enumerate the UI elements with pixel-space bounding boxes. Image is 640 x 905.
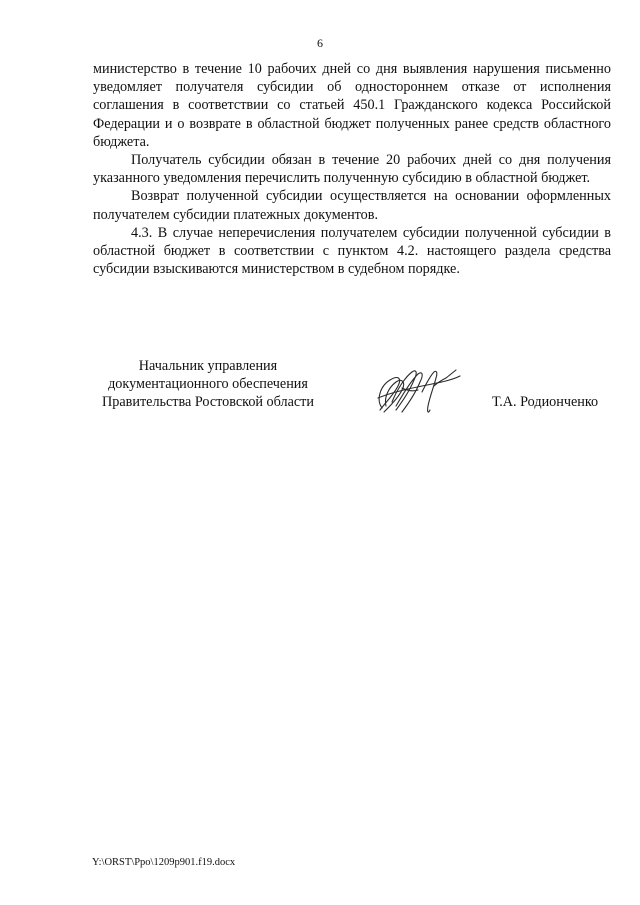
signatory-title (88, 357, 328, 412)
signer-name: Т.А. Родионченко (492, 394, 599, 410)
document-body (93, 60, 611, 278)
paragraph-clause-4-3: 4.3. В случае неперечисления получателем субсидии полученной субсидии в областной бюджет в соответствии с пунктом 4.2. настоящего раздела средства субсидии взыскиваются министерством в судебном порядке. (93, 224, 611, 278)
page-number: 6 (317, 36, 323, 50)
signatory-title-line: документационного обеспечения (108, 376, 308, 393)
signatory-title-line: Правительства Ростовской области (102, 394, 314, 411)
paragraph-notification: министерство в течение 10 рабочих дней со дня выявления нарушения письменно уведомляет получателя субсидии об одностороннем отказе от исполнения соглашения в соответствии со статьей 450.1 Гражданского кодекса Российской Федерации и о возврате в областной бюджет полученных ранее средств областного бюджета. (93, 61, 611, 150)
paragraph-refund-basis: Возврат полученной субсидии осуществляется на основании оформленных получателем субсидии платежных документов. (93, 188, 611, 223)
handwritten-signature (372, 362, 464, 418)
signatory-title-line: Начальник управления (138, 358, 278, 374)
file-path: Y:\ORST\Ppo\1209p901.f19.docx (92, 857, 236, 868)
paragraph-refund-obligation: Получатель субсидии обязан в течение 20 рабочих дней со дня получения указанного уведомления перечислить полученную субсидию в областной бюджет. (93, 152, 611, 187)
